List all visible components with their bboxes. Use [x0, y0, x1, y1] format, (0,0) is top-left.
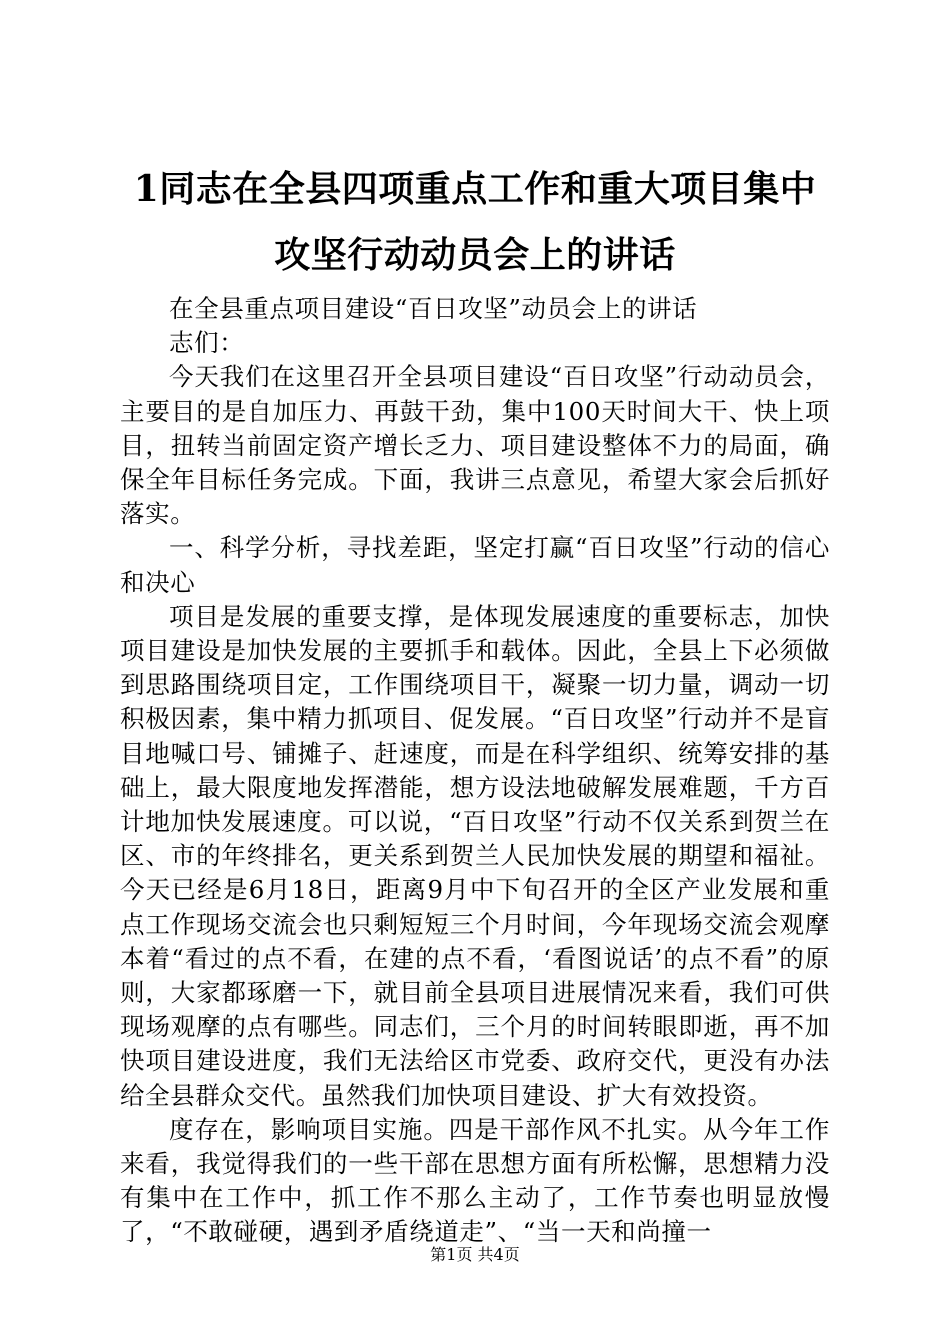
paragraph-intro: 今天我们在这里召开全县项目建设“百日攻坚”行动动员会，主要目的是自加压力、再鼓干劲，集中100天时间大干、快上项目，扭转当前固定资产增长乏力、项目建设整体不力的局面，确保全年目标任务完成。下面，我讲三点意见，希望大家会后抓好落实。: [120, 362, 830, 529]
paragraph-continuation: 度存在，影响项目实施。四是干部作风不扎实。从今年工作来看，我觉得我们的一些干部在思想方面有所松懈，思想精力没有集中在工作中，抓工作不那么主动了，工作节奏也明显放慢了，“不敢碰硬，遇到矛盾绕道走”、“当一天和尚撞一: [120, 1114, 830, 1247]
paragraph-salutation: 志们：: [169, 328, 245, 358]
document-title: 1同志在全县四项重点工作和重大项目集中攻坚行动动员会上的讲话: [133, 168, 817, 276]
document-body: [120, 292, 830, 1250]
paragraph-section-heading: 一、科学分析，寻找差距，坚定打赢“百日攻坚”行动的信心和决心: [120, 533, 830, 597]
page-number-footer: 第1页 共4页: [430, 1245, 520, 1264]
paragraph-subtitle: 在全县重点项目建设“百日攻坚”动员会上的讲话: [169, 294, 698, 323]
paragraph-main: 项目是发展的重要支撑，是体现发展速度的重要标志，加快项目建设是加快发展的主要抓手和载体。因此，全县上下必须做到思路围绕项目定，工作围绕项目干，凝聚一切力量，调动一切积极因素，集中精力抓项目、促发展。“百日攻坚”行动并不是盲目地喊口号、铺摊子、赶速度，而是在科学组织、统筹安排的基础上，最大限度地发挥潜能，想方设法地破解发展难题，千方百计地加快发展速度。可以说，“百日攻坚”行动不仅关系到贺兰在区、市的年终排名，更关系到贺兰人民加快发展的期望和福祉。今天已经是6月18日，距离9月中下旬召开的全区产业发展和重点工作现场交流会也只剩短短三个月时间，今年现场交流会观摩本着“看过的点不看，在建的点不看，‘看图说话’的点不看”的原则，大家都琢磨一下，就目前全县项目进展情况来看，我们可供现场观摩的点有哪些。同志们，三个月的时间转眼即逝，再不加快项目建设进度，我们无法给区市党委、政府交代，更没有办法给全县群众交代。虽然我们加快项目建设、扩大有效投资。: [120, 601, 830, 1110]
